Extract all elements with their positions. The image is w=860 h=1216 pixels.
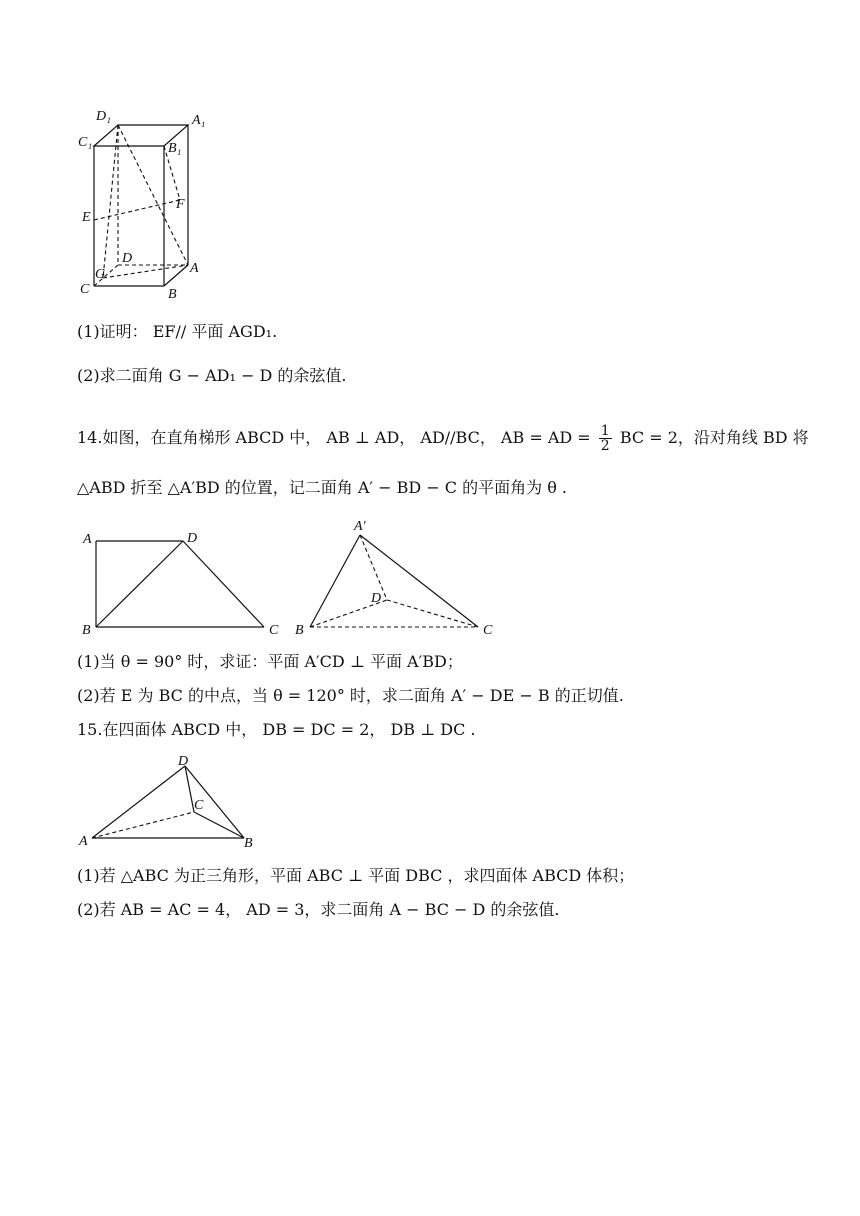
q15-part1: (1)若 △ABC 为正三角形，平面 ABC ⊥ 平面 DBC ，求四面体 ABCD 体积； <box>77 866 635 885</box>
label-A: A <box>190 261 199 276</box>
label-B: B <box>82 623 91 638</box>
label-C1: C₁ <box>78 135 93 150</box>
label-B: B <box>295 623 304 638</box>
fraction-numerator: 1 <box>600 423 610 439</box>
label-F: F <box>176 197 185 212</box>
label-E: E <box>82 210 91 225</box>
label-D: D <box>187 531 198 546</box>
label-A-prime: A′ <box>354 519 366 534</box>
q14-stem-a: 14.如图，在直角梯形 ABCD 中， AB ⊥ AD， AD//BC， AB = AD = <box>77 428 591 447</box>
figure-tetrahedron <box>76 748 266 858</box>
label-A: A <box>83 532 92 547</box>
figure-folded <box>290 514 505 644</box>
label-A: A <box>79 834 88 849</box>
q14-part1: (1)当 θ = 90° 时，求证：平面 A′CD ⊥ 平面 A′BD； <box>77 652 463 671</box>
label-B: B <box>244 836 253 851</box>
label-D: D <box>371 591 382 606</box>
label-B: B <box>168 287 177 302</box>
fraction-denominator: 2 <box>600 438 610 454</box>
q13-part2: (2)求二面角 G − AD₁ − D 的余弦值. <box>77 366 347 385</box>
q14-stem-line1 <box>77 424 809 453</box>
q15-part2: (2)若 AB = AC = 4， AD = 3，求二面角 A − BC − D 的余弦值. <box>77 900 560 919</box>
label-G: G <box>95 267 106 282</box>
label-C: C <box>483 623 493 638</box>
label-B1: B₁ <box>168 141 182 156</box>
label-D1: D₁ <box>96 109 111 124</box>
label-C: C <box>194 798 204 813</box>
label-C: C <box>80 282 90 297</box>
label-C: C <box>269 623 279 638</box>
label-D: D <box>178 754 189 769</box>
label-A1: A₁ <box>192 113 206 128</box>
q15-stem: 15.在四面体 ABCD 中， DB = DC = 2， DB ⊥ DC . <box>77 720 476 739</box>
label-D: D <box>122 251 133 266</box>
q13-part1: (1)证明： EF// 平面 AGD₁. <box>77 322 278 341</box>
q14-fraction <box>599 424 612 453</box>
q14-part2: (2)若 E 为 BC 的中点，当 θ = 120° 时，求二面角 A′ − DE − B 的正切值. <box>77 686 624 705</box>
figure-trapezoid <box>78 526 288 641</box>
q14-stem-line2: △ABD 折至 △A′BD 的位置，记二面角 A′ − BD − C 的平面角为 θ . <box>77 478 568 497</box>
figure-prism <box>70 100 220 310</box>
q14-stem-b: BC = 2，沿对角线 BD 将 <box>619 428 809 447</box>
